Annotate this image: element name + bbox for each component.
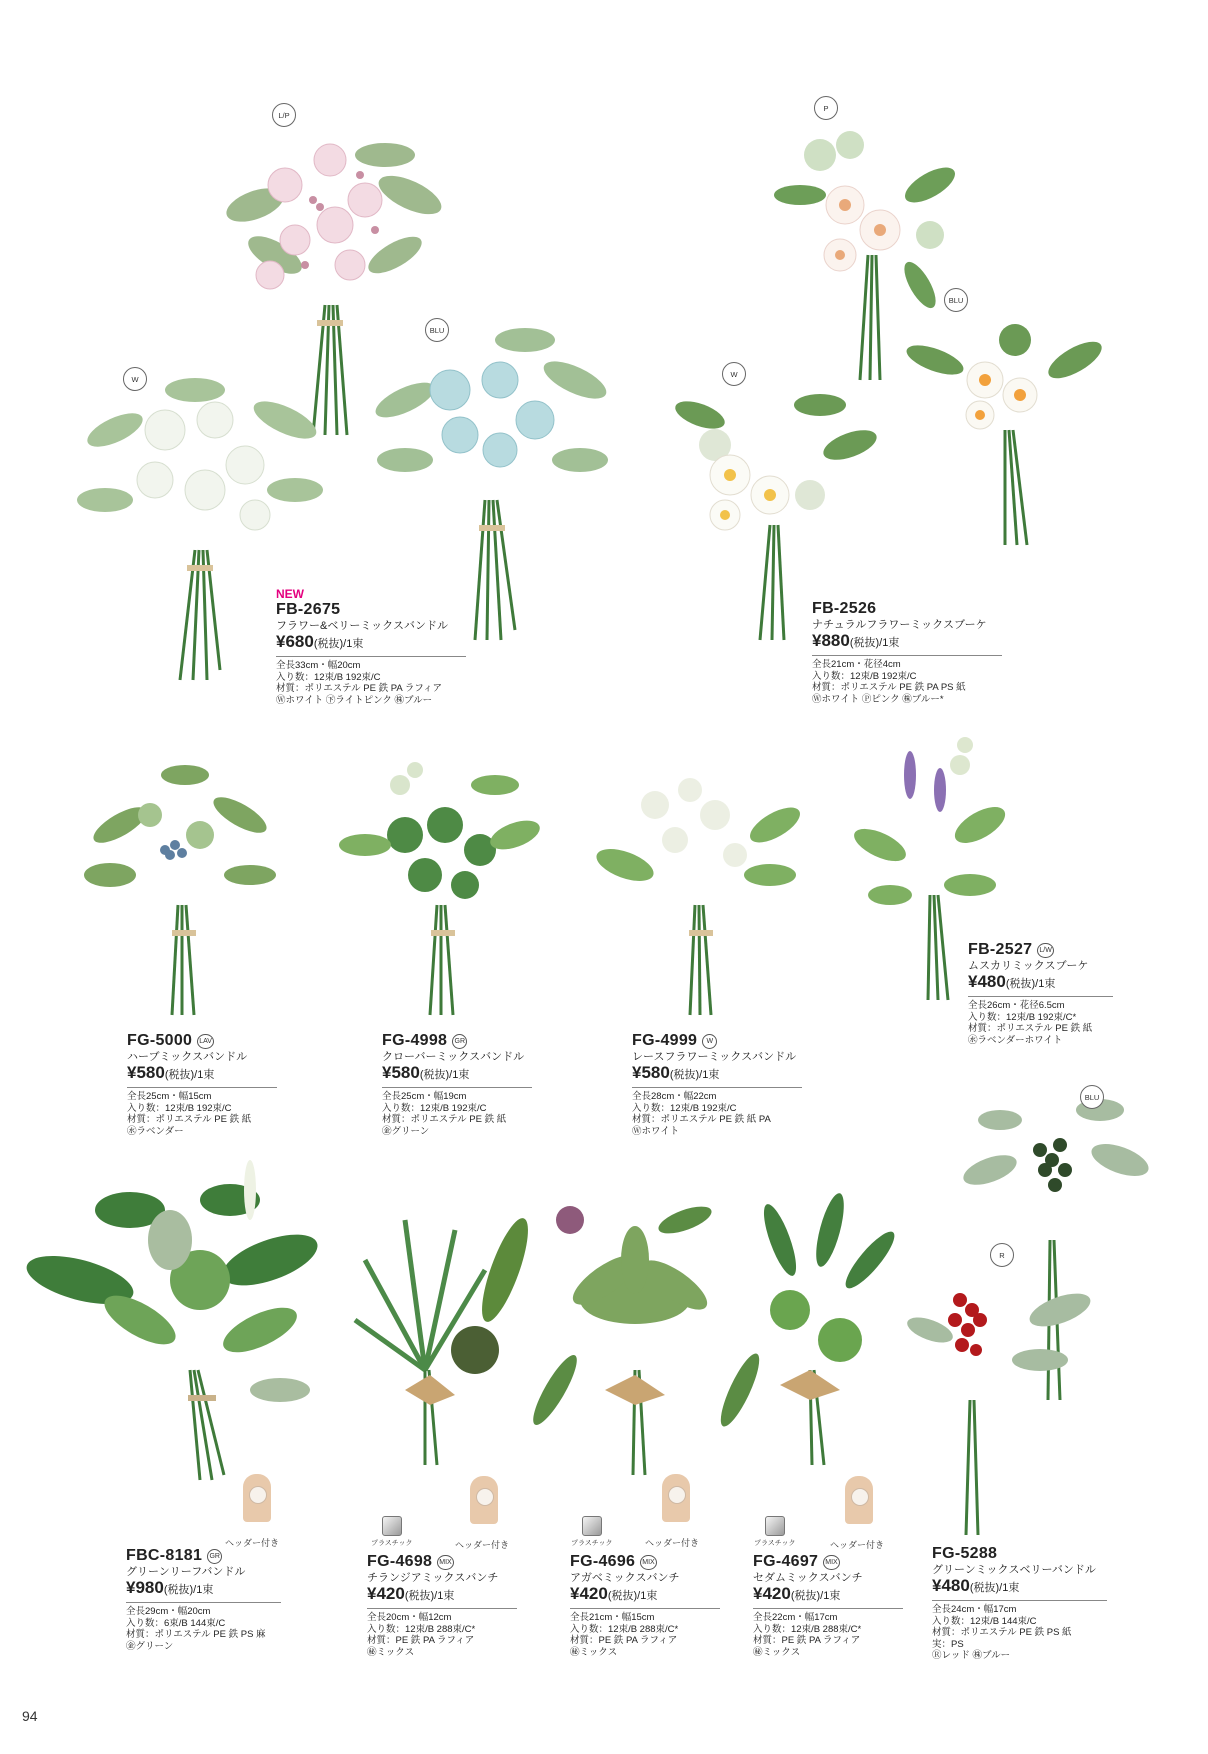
spec-quantity: 入り数：12束/B 288束/C* — [367, 1623, 476, 1635]
plastic-icon — [582, 1516, 602, 1536]
price-unit: /1束 — [820, 1590, 841, 1602]
product-name: ムスカリミックスブーケ — [968, 960, 1089, 972]
price-unit: /1束 — [879, 637, 900, 649]
plastic-label: プラスチック — [571, 1540, 613, 1547]
spec-colors: ㊎グリーン — [126, 1640, 174, 1652]
header-tag-icon — [845, 1476, 873, 1524]
product-price: ¥680 — [276, 632, 314, 651]
product-price: ¥480 — [968, 972, 1006, 991]
price-unit: /1束 — [193, 1584, 214, 1596]
product-code-line — [753, 1553, 903, 1571]
tax-note: (税抜) — [669, 1069, 700, 1081]
product-code: FG-5000 — [127, 1032, 193, 1049]
spec-quantity: 入り数：6束/B 144束/C — [126, 1617, 226, 1629]
natural-flower-bouquet-blue-image — [905, 300, 1115, 550]
product-name: アガベミックスバンチ — [570, 1572, 680, 1584]
plastic-mark — [754, 1516, 795, 1548]
spec-size: 全長29cm・幅20cm — [126, 1606, 211, 1617]
green-mix-berry-bundle-red-image — [910, 1250, 1110, 1540]
agave-mix-bunch-image — [535, 1190, 735, 1480]
page-number: 94 — [22, 1708, 38, 1724]
product-price: ¥580 — [127, 1063, 165, 1082]
product-code: FG-4998 — [382, 1032, 448, 1049]
product-name: グリーンミックスベリーバンドル — [932, 1564, 1096, 1576]
spec-material: 材質：ポリエステル PE 鉄 紙 — [968, 1023, 1093, 1034]
variant-badge-fg5288-r: R — [990, 1243, 1014, 1267]
price-line — [632, 1064, 802, 1088]
product-name: ハーブミックスバンドル — [127, 1051, 248, 1063]
product-price: ¥420 — [570, 1584, 608, 1603]
tax-note: (税抜) — [607, 1590, 638, 1602]
variant-badge-fb2675-blu: BLU — [425, 318, 449, 342]
plastic-label: プラスチック — [754, 1540, 796, 1547]
spec-material: 材質：ポリエステル PE 鉄 紙 — [382, 1114, 507, 1125]
plastic-mark — [371, 1516, 412, 1548]
spec-size: 全長24cm・幅17cm — [932, 1604, 1017, 1615]
product-code: FG-5288 — [932, 1545, 998, 1562]
tax-note: (税抜) — [404, 1590, 435, 1602]
spec-size: 全長28cm・幅22cm — [632, 1091, 717, 1102]
price-line — [968, 973, 1113, 997]
variant-badge-fb2526-blu: BLU — [944, 288, 968, 312]
variant-badge-fb2675-w: W — [123, 367, 147, 391]
price-line — [126, 1579, 281, 1603]
product-code-line — [632, 1032, 802, 1050]
product-price: ¥420 — [753, 1584, 791, 1603]
price-line — [276, 633, 466, 657]
product-price: ¥980 — [126, 1578, 164, 1597]
price-line — [753, 1585, 903, 1609]
spec-quantity: 入り数：12束/B 192束/C — [382, 1102, 487, 1114]
product-price: ¥480 — [932, 1576, 970, 1595]
product-name: クローバーミックスバンドル — [382, 1051, 525, 1063]
product-name: ナチュラルフラワーミックスブーケ — [812, 619, 987, 631]
spec-colors: ㊎グリーン — [382, 1125, 430, 1137]
color-badge: GR — [452, 1034, 467, 1049]
product-name: フラワー&ベリーミックスバンドル — [276, 620, 449, 632]
spec-size: 全長26cm・花径6.5cm — [968, 1000, 1065, 1011]
spec-size: 全長20cm・幅12cm — [367, 1612, 452, 1623]
spec-colors: Ⓡレッド ㊑ブルー — [932, 1650, 1011, 1661]
spec-material: 材質：ポリエステル PE 鉄 紙 — [127, 1114, 252, 1125]
product-fg4999 — [632, 1032, 802, 1137]
product-code: FG-4999 — [632, 1032, 698, 1049]
spec-colors: Ⓦホワイト — [632, 1125, 680, 1137]
spec-quantity: 入り数：12束/B 192束/C — [276, 671, 381, 683]
tax-note: (税抜) — [163, 1584, 194, 1596]
spec-material: 材質：ポリエステル PE 鉄 PS 麻 — [126, 1629, 266, 1640]
spec-material: 材質：PE 鉄 PA ラフィア — [570, 1635, 678, 1646]
variant-badge-fb2526-p: P — [814, 96, 838, 120]
tax-note: (税抜) — [164, 1069, 195, 1081]
product-code-line — [126, 1547, 281, 1565]
price-unit: /1束 — [999, 1582, 1020, 1594]
spec-material: 材質：ポリエステル PE 鉄 PA PS 紙 — [812, 682, 966, 693]
spec-quantity: 入り数：12束/B 192束/C — [632, 1102, 737, 1114]
tax-note: (税抜) — [790, 1590, 821, 1602]
spec-colors: ㊙ミックス — [570, 1646, 618, 1658]
product-fg4698 — [367, 1553, 517, 1658]
product-code: FG-4696 — [570, 1553, 636, 1570]
spec-colors: Ⓦホワイト ㊦ライトピンク ㊑ブルー — [276, 694, 433, 706]
header-tag-label: ヘッダー付き — [830, 1540, 885, 1550]
lace-flower-mix-bundle-image — [595, 755, 805, 1020]
product-price: ¥880 — [812, 631, 850, 650]
price-unit: /1束 — [1035, 978, 1056, 990]
price-line — [932, 1577, 1107, 1601]
price-line — [127, 1064, 277, 1088]
variant-badge-fb2675-lp: L/P — [272, 103, 296, 127]
spec-size: 全長22cm・幅17cm — [753, 1612, 838, 1623]
spec-colors: ㊙ミックス — [367, 1646, 415, 1658]
product-code-line — [382, 1032, 532, 1050]
product-name: グリーンリーフバンドル — [126, 1566, 246, 1578]
product-fg4998 — [382, 1032, 532, 1137]
plastic-icon — [765, 1516, 785, 1536]
spec-material: 材質：ポリエステル PE 鉄 PA ラフィア — [276, 683, 443, 694]
price-line — [570, 1585, 720, 1609]
product-code: FG-4697 — [753, 1553, 819, 1570]
product-fb2527 — [968, 941, 1113, 1046]
header-tag-icon — [243, 1474, 271, 1522]
price-line — [812, 632, 1002, 656]
product-code: FG-4698 — [367, 1553, 433, 1570]
plastic-label: プラスチック — [371, 1540, 413, 1547]
spec-quantity: 入り数：12束/B 192束/C* — [968, 1011, 1077, 1023]
product-fg5000 — [127, 1032, 277, 1137]
price-unit: /1束 — [449, 1069, 470, 1081]
variant-badge-fg5288-blu: BLU — [1080, 1085, 1104, 1109]
plastic-icon — [382, 1516, 402, 1536]
color-badge: MIX — [640, 1555, 656, 1570]
spec-material: 材質：ポリエステル PE 鉄 紙 PA — [632, 1114, 771, 1125]
spec-material: 材質：PE 鉄 PA ラフィア — [753, 1635, 861, 1646]
new-badge: NEW — [276, 587, 304, 601]
product-fb2675 — [276, 588, 466, 706]
tax-note: (税抜) — [1005, 978, 1036, 990]
spec-size: 全長21cm・幅15cm — [570, 1612, 655, 1623]
product-code-line — [127, 1032, 277, 1050]
product-code-line — [968, 941, 1113, 959]
spec-fruit-material: 実：PS — [932, 1638, 964, 1650]
product-fbc8181 — [126, 1547, 281, 1652]
product-code-line — [367, 1553, 517, 1571]
color-badge: GR — [207, 1549, 222, 1564]
product-price: ¥580 — [632, 1063, 670, 1082]
product-code-line — [570, 1553, 720, 1571]
spec-size: 全長25cm・幅19cm — [382, 1091, 467, 1102]
color-badge: MIX — [437, 1555, 453, 1570]
product-name: レースフラワーミックスバンドル — [632, 1051, 797, 1063]
product-code-line — [276, 601, 466, 619]
price-unit: /1束 — [194, 1069, 215, 1081]
price-unit: /1束 — [699, 1069, 720, 1081]
product-price: ¥420 — [367, 1584, 405, 1603]
price-unit: /1束 — [637, 1590, 658, 1602]
product-name: チランジアミックスバンチ — [367, 1572, 499, 1584]
header-tag-label: ヘッダー付き — [645, 1538, 700, 1548]
price-line — [382, 1064, 532, 1088]
product-code: FBC-8181 — [126, 1547, 203, 1564]
spec-material: 材質：PE 鉄 PA ラフィア — [367, 1635, 475, 1646]
product-price: ¥580 — [382, 1063, 420, 1082]
color-badge: MIX — [823, 1555, 839, 1570]
product-code: FB-2526 — [812, 600, 877, 617]
spec-size: 全長25cm・幅15cm — [127, 1091, 212, 1102]
spec-quantity: 入り数：12束/B 192束/C — [127, 1102, 232, 1114]
tillandsia-mix-bunch-image — [345, 1200, 535, 1470]
color-badge: LAV — [197, 1034, 214, 1049]
plastic-mark — [571, 1516, 612, 1548]
product-fb2526 — [812, 600, 1002, 705]
header-tag-label: ヘッダー付き — [225, 1538, 280, 1548]
price-unit: /1束 — [343, 638, 364, 650]
spec-quantity: 入り数：12束/B 288束/C* — [570, 1623, 679, 1635]
spec-colors: ㊙ミックス — [753, 1646, 801, 1658]
spec-quantity: 入り数：12束/B 192束/C — [812, 670, 917, 682]
header-tag-icon — [662, 1474, 690, 1522]
spec-colors: ㊌ラベンダー — [127, 1125, 184, 1137]
product-fg5288 — [932, 1545, 1107, 1662]
herb-mix-bundle-image — [90, 755, 275, 1020]
price-unit: /1束 — [434, 1590, 455, 1602]
tax-note: (税抜) — [419, 1069, 450, 1081]
header-tag-icon — [470, 1476, 498, 1524]
product-fg4697 — [753, 1553, 903, 1658]
tax-note: (税抜) — [849, 637, 880, 649]
product-code-line — [812, 600, 1002, 618]
sedum-mix-bunch-image — [720, 1190, 910, 1470]
green-leaf-bundle-image — [20, 1170, 330, 1490]
spec-material: 材質：ポリエステル PE 鉄 PS 紙 — [932, 1627, 1072, 1638]
product-code-line — [932, 1545, 1107, 1563]
price-line — [367, 1585, 517, 1609]
header-tag-label: ヘッダー付き — [455, 1540, 510, 1550]
color-badge: W — [702, 1034, 717, 1049]
product-code: FB-2527 — [968, 941, 1033, 958]
product-name: セダムミックスバンチ — [753, 1572, 863, 1584]
clover-mix-bundle-image — [345, 755, 535, 1020]
tax-note: (税抜) — [313, 638, 344, 650]
color-badge: L/W — [1037, 943, 1053, 958]
spec-size: 全長33cm・幅20cm — [276, 660, 361, 671]
spec-colors: Ⓦホワイト Ⓟピンク ㊑ブルー* — [812, 693, 944, 705]
spec-quantity: 入り数：12束/B 288束/C* — [753, 1623, 862, 1635]
product-fg4696 — [570, 1553, 720, 1658]
spec-colors: ㊌ラベンダーホワイト — [968, 1034, 1063, 1046]
spec-size: 全長21cm・花径4cm — [812, 659, 901, 670]
tax-note: (税抜) — [969, 1582, 1000, 1594]
variant-badge-fb2526-w: W — [722, 362, 746, 386]
spec-quantity: 入り数：12束/B 144束/C — [932, 1615, 1037, 1627]
product-code: FB-2675 — [276, 601, 341, 618]
